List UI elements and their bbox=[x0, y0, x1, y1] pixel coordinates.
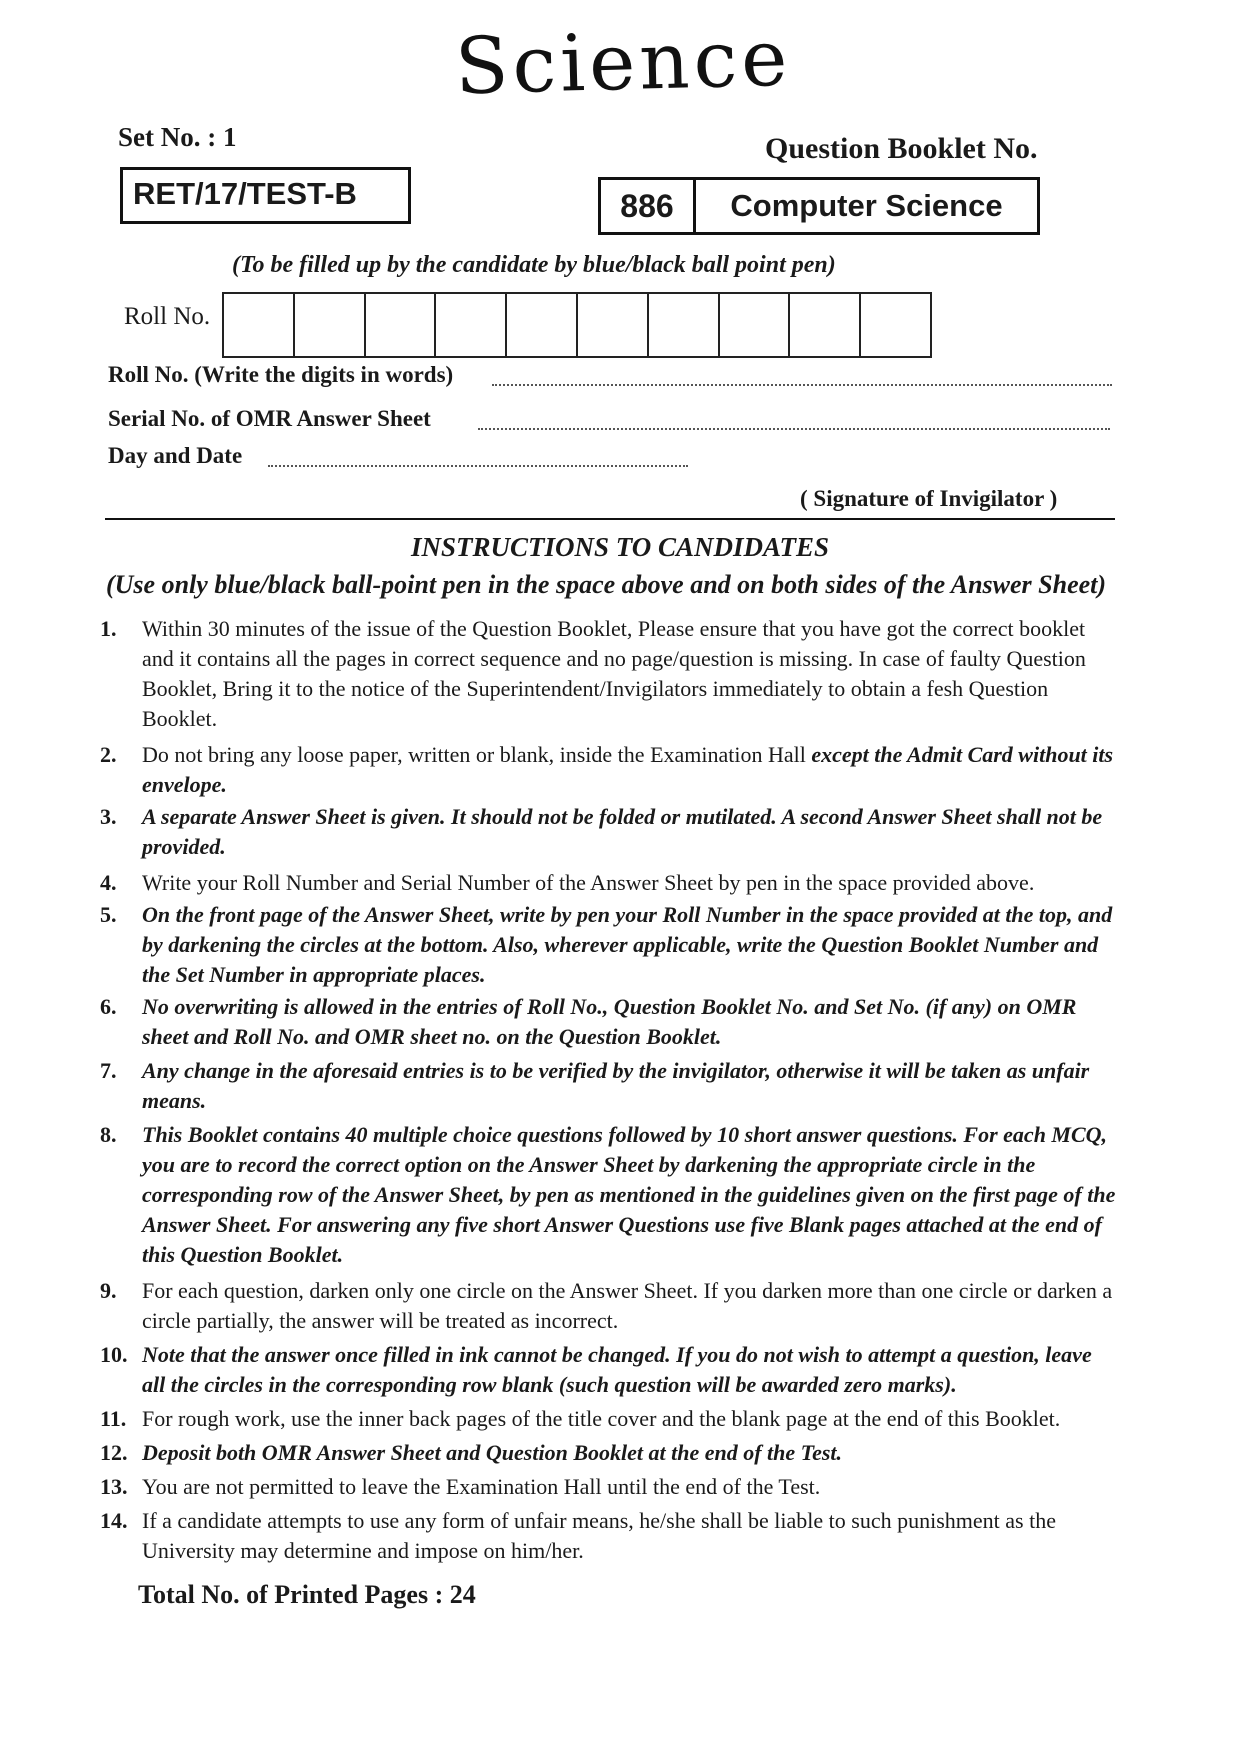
roll-cell[interactable] bbox=[861, 294, 930, 356]
instructions-subtitle: (Use only blue/black ball-point pen in the space above and on both sides of the Answer Sheet) bbox=[106, 570, 1107, 599]
instruction-item: 11. For rough work, use the inner back pages of the title cover and the blank page at the end of this Booklet. bbox=[100, 1406, 1061, 1431]
set-number: Set No. : 1 bbox=[118, 122, 237, 152]
instruction-item: 5. On the front page of the Answer Sheet, write by pen your Roll Number in the space provided at the top, and by darkening the circles at the bottom. Also, wherever applicable, write the Question Booklet Number and the Set Number in appropriate places. bbox=[100, 902, 1113, 987]
instruction-item: 2. Do not bring any loose paper, written or blank, inside the Examination Hall except the Admit Card without its envelope. bbox=[100, 742, 1114, 797]
instruction-item: 12. Deposit both OMR Answer Sheet and Question Booklet at the end of the Test. bbox=[100, 1440, 843, 1465]
roll-no-label: Roll No. bbox=[124, 303, 211, 330]
test-code-box bbox=[120, 167, 411, 224]
roll-cell[interactable] bbox=[790, 294, 861, 356]
instruction-item: 7. Any change in the aforesaid entries is to be verified by the invigilator, otherwise it will be taken as unfair means. bbox=[100, 1058, 1090, 1113]
roll-no-grid[interactable] bbox=[222, 292, 932, 358]
divider bbox=[105, 518, 1115, 520]
question-booklet-label: Question Booklet No. bbox=[765, 132, 1038, 165]
instructions-title: INSTRUCTIONS TO CANDIDATES bbox=[410, 532, 830, 562]
roll-cell[interactable] bbox=[436, 294, 507, 356]
invigilator-signature-label: ( Signature of Invigilator ) bbox=[800, 486, 1058, 511]
subject-name: Computer Science bbox=[730, 188, 1003, 223]
subject-box bbox=[598, 177, 1040, 235]
day-date-field[interactable] bbox=[268, 465, 688, 467]
roll-cell[interactable] bbox=[578, 294, 649, 356]
test-code: RET/17/TEST-B bbox=[133, 176, 357, 211]
roll-cell[interactable] bbox=[224, 294, 295, 356]
instruction-item: 4. Write your Roll Number and Serial Number of the Answer Sheet by pen in the space provided above. bbox=[100, 870, 1035, 895]
fill-note: (To be filled up by the candidate by blue/black ball point pen) bbox=[232, 252, 836, 278]
total-printed-pages: Total No. of Printed Pages : 24 bbox=[138, 1580, 476, 1609]
instruction-item: 14. If a candidate attempts to use any form of unfair means, he/she shall be liable to such punishment as the University may determine and impose on him/her. bbox=[100, 1508, 1056, 1563]
roll-cell[interactable] bbox=[720, 294, 791, 356]
roll-cell[interactable] bbox=[295, 294, 366, 356]
instruction-item: 1. Within 30 minutes of the issue of the Question Booklet, Please ensure that you have got the correct booklet and it contains all the pages in correct sequence and no page/question is missing. In case of faulty Question Booklet, Bring it to the notice of the Superintendent/Invigilators immediately to obtain a fesh Question Booklet. bbox=[100, 616, 1086, 731]
instruction-item: 9. For each question, darken only one circle on the Answer Sheet. If you darken more than one circle or darken a circle partially, the answer will be treated as incorrect. bbox=[100, 1278, 1113, 1333]
omr-serial-label: Serial No. of OMR Answer Sheet bbox=[108, 406, 431, 431]
day-date-label: Day and Date bbox=[108, 443, 243, 468]
roll-words-field[interactable] bbox=[492, 384, 1112, 386]
subject-code: 886 bbox=[601, 180, 696, 232]
handwritten-title: Science bbox=[453, 13, 793, 113]
instruction-item: 13. You are not permitted to leave the Examination Hall until the end of the Test. bbox=[100, 1474, 821, 1499]
instruction-item: 8. This Booklet contains 40 multiple choice questions followed by 10 short answer questions. For each MCQ, you are to record the correct option on the Answer Sheet by darkening the appropriate circle in the corresponding row of the Answer Sheet, by pen as mentioned in the guidelines given on the first page of the Answer Sheet. For answering any five short Answer Questions use five Blank pages attached at the end of this Question Booklet. bbox=[100, 1122, 1116, 1267]
roll-words-label: Roll No. (Write the digits in words) bbox=[108, 362, 454, 387]
instruction-item: 10. Note that the answer once filled in ink cannot be changed. If you do not wish to attempt a question, leave all the circles in the corresponding row blank (such question will be awarded zero marks). bbox=[100, 1342, 1092, 1397]
roll-cell[interactable] bbox=[649, 294, 720, 356]
instruction-item: 6. No overwriting is allowed in the entries of Roll No., Question Booklet No. and Set No. (if any) on OMR sheet and Roll No. and OMR sheet no. on the Question Booklet. bbox=[100, 994, 1077, 1049]
omr-serial-field[interactable] bbox=[478, 428, 1110, 430]
instruction-item: 3. A separate Answer Sheet is given. It should not be folded or mutilated. A second Answer Sheet shall not be provided. bbox=[100, 804, 1103, 859]
roll-cell[interactable] bbox=[507, 294, 578, 356]
roll-cell[interactable] bbox=[366, 294, 437, 356]
